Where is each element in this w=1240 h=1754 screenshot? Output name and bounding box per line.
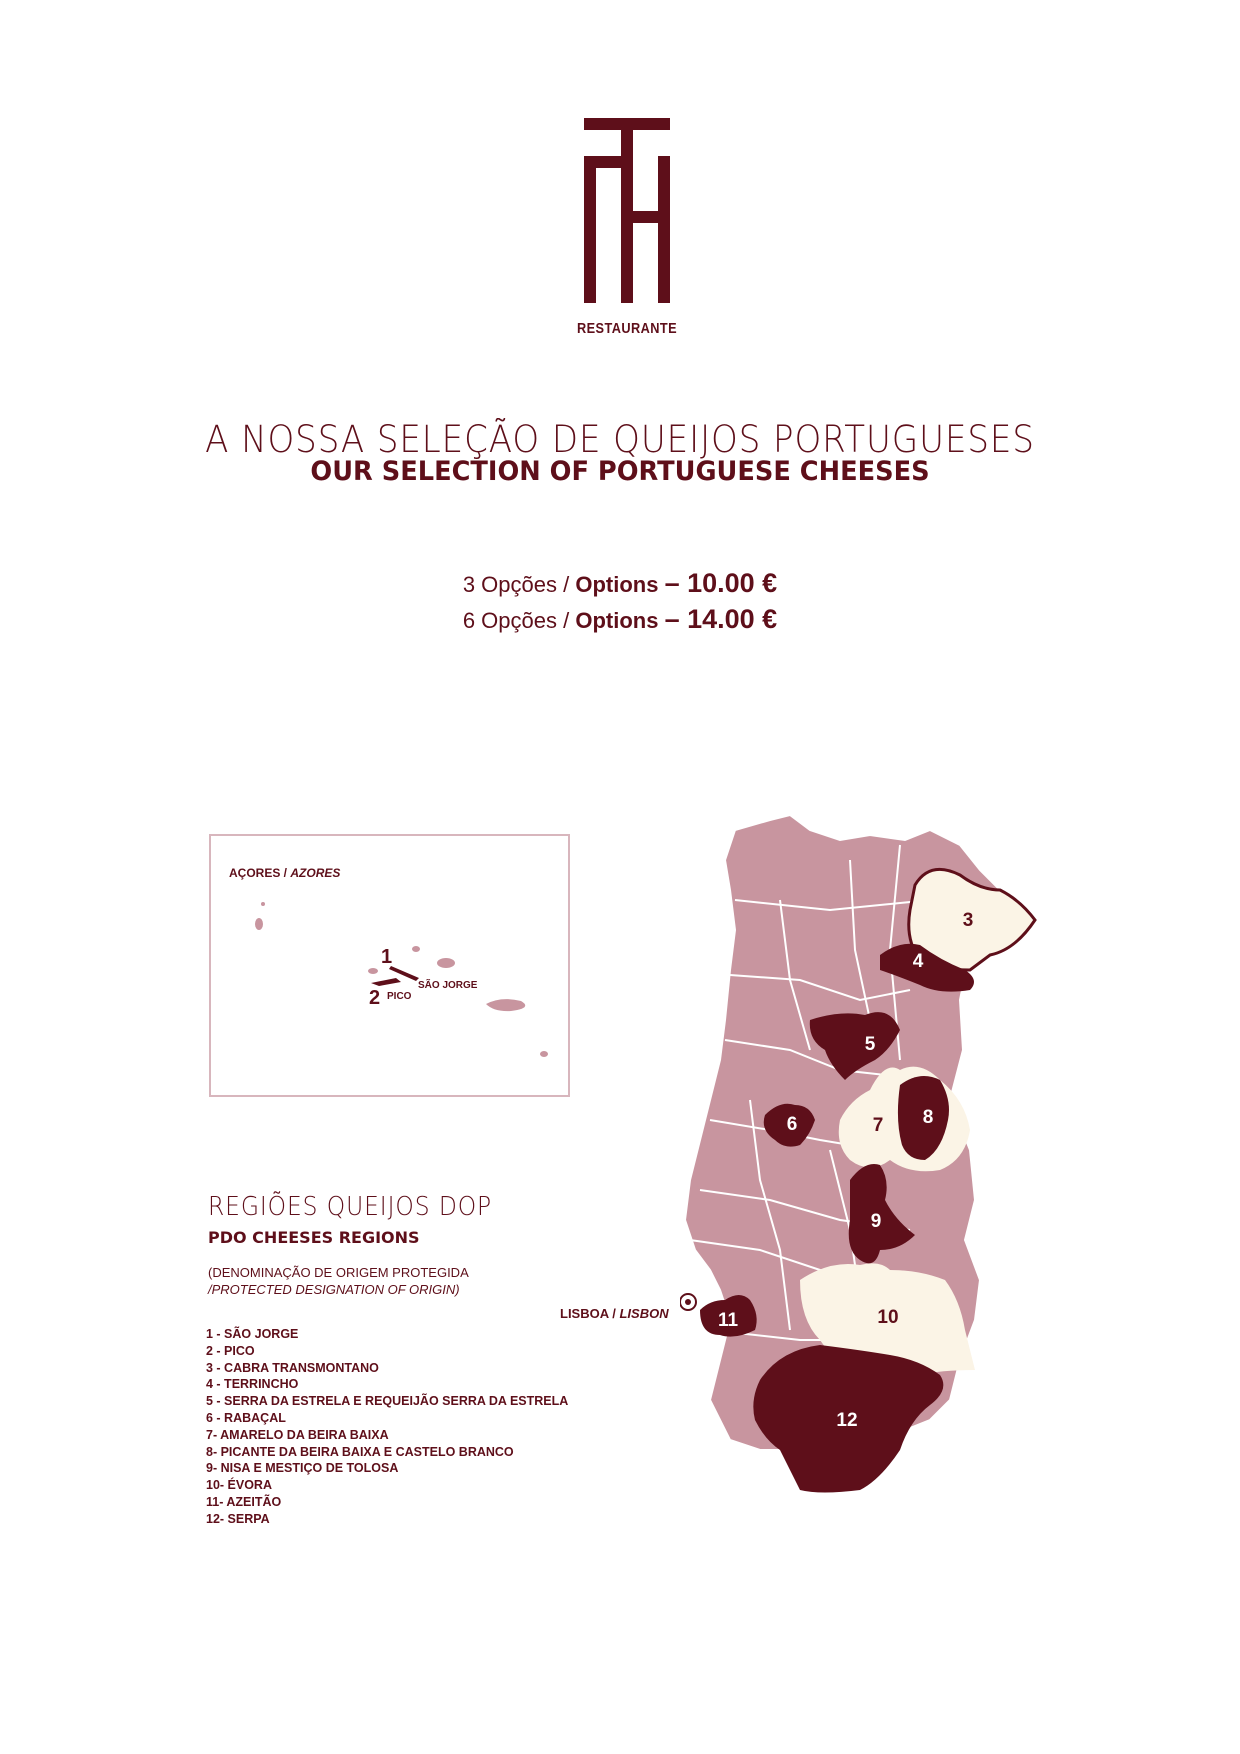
legend-item: 5 - SERRA DA ESTRELA E REQUEIJÃO SERRA DA ESTRELA (206, 1394, 569, 1409)
page-title-pt: A NOSSA SELEÇÃO DE QUEIJOS PORTUGUESES (205, 418, 1035, 461)
island-terceira (437, 958, 455, 968)
regions-title-pt: REGIÕES QUEIJOS DOP (208, 1192, 493, 1222)
island-faial (368, 968, 378, 974)
region-label-4: 4 (912, 951, 924, 972)
price-amount: – 10.00 € (664, 568, 778, 598)
price-label-en: Options (575, 608, 659, 633)
page-title-en: OUR SELECTION OF PORTUGUESE CHEESES (310, 456, 930, 487)
city-label-en: LISBON (619, 1306, 669, 1321)
azores-inset-map (209, 834, 570, 1097)
legend-item: 12- SERPA (206, 1511, 270, 1526)
legend-item: 3 - CABRA TRANSMONTANO (206, 1360, 379, 1375)
region-label-9: 9 (870, 1211, 882, 1232)
price-amount: – 14.00 € (664, 604, 778, 634)
label-sao-jorge: SÃO JORGE (418, 980, 478, 991)
legend-item: 9- NISA E MESTIÇO DE TOLOSA (206, 1461, 399, 1476)
region-label-12: 12 (836, 1410, 858, 1431)
region-label-7: 7 (872, 1115, 884, 1136)
legend-item: 8- PICANTE DA BEIRA BAIXA E CASTELO BRANCO (206, 1444, 514, 1459)
region-label-8: 8 (922, 1107, 934, 1128)
island-santa-maria (540, 1051, 548, 1057)
regions-desc-en: /PROTECTED DESIGNATION OF ORIGIN) (208, 1282, 460, 1297)
price-label-en: Options (575, 572, 659, 597)
region-label-11: 11 (717, 1310, 739, 1331)
inset-label-2: 2 (369, 987, 381, 1009)
regions-description (208, 1264, 469, 1298)
island-sao-miguel (486, 999, 525, 1011)
legend-item: 11- AZEITÃO (206, 1494, 282, 1509)
legend-item: 4 - TERRINCHO (206, 1377, 299, 1392)
region-label-3: 3 (962, 910, 974, 931)
legend-item: 1 - SÃO JORGE (206, 1327, 299, 1341)
portugal-map (680, 800, 1040, 1560)
legend-item: 7- AMARELO DA BEIRA BAIXA (206, 1427, 389, 1442)
island-corvo (261, 902, 265, 906)
price-label-pt: 3 Opções / (462, 572, 570, 597)
regions-legend (206, 1326, 568, 1528)
logo-subtitle: RESTAURANTE (576, 320, 678, 337)
azores-islands (211, 836, 568, 1095)
price-option-3 (0, 568, 1240, 599)
lisbon-marker-dot (685, 1299, 691, 1305)
legend-item: 6 - RABAÇAL (206, 1410, 286, 1425)
price-option-6 (0, 604, 1240, 635)
regions-title-en: PDO CHEESES REGIONS (208, 1228, 420, 1247)
brand-logo (584, 118, 670, 303)
inset-label-1: 1 (381, 946, 393, 968)
island-flores (255, 918, 263, 930)
region-label-6: 6 (786, 1114, 798, 1135)
legend-item: 2 - PICO (206, 1343, 255, 1358)
city-label-pt: LISBOA / (560, 1306, 616, 1321)
regions-desc-pt: (DENOMINAÇÃO DE ORIGEM PROTEGIDA (208, 1265, 469, 1280)
inset-title-en: AZORES (290, 866, 341, 880)
region-label-5: 5 (864, 1034, 876, 1055)
price-label-pt: 6 Opções / (462, 608, 570, 633)
legend-item: 10- ÉVORA (206, 1478, 272, 1493)
label-pico: PICO (387, 991, 412, 1002)
region-label-10: 10 (877, 1307, 899, 1328)
island-graciosa (412, 946, 420, 952)
inset-title-pt: AÇORES / (229, 866, 288, 880)
island-pico-shape (371, 978, 401, 986)
lisbon-label (560, 1306, 669, 1321)
